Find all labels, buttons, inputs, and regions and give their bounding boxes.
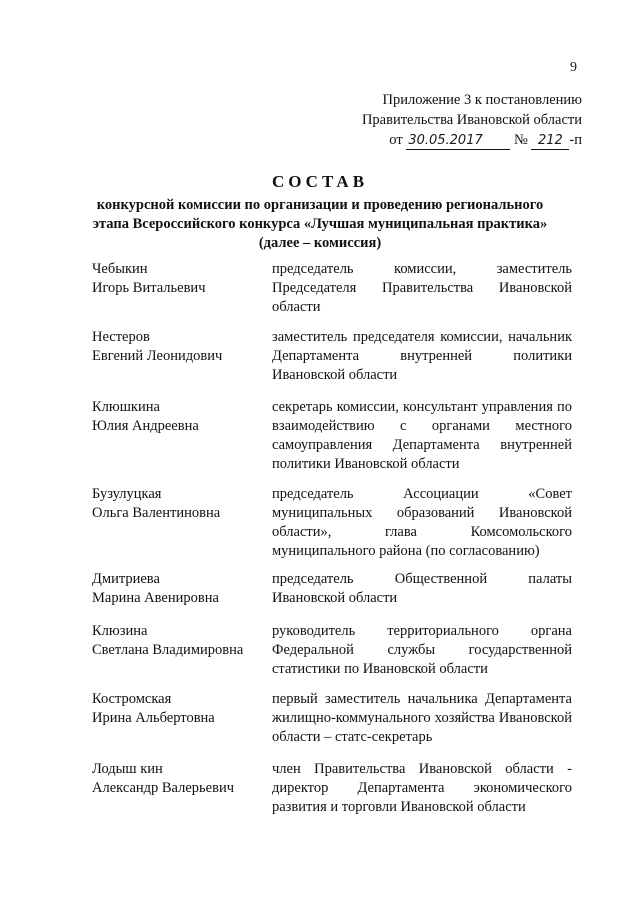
member-surname: Чебыкин — [92, 261, 148, 277]
title-sub-3: (далее – комиссия) — [258, 235, 382, 251]
title-sub-1: конкурсной комиссии по организации и проведению регионального — [96, 197, 544, 213]
member-surname: Клюшкина — [92, 399, 160, 415]
member-surname: Лодыш кин — [92, 761, 163, 777]
title-main: СОСТАВ — [271, 172, 369, 191]
handwritten-date: 30.05.2017 — [406, 133, 510, 150]
member-role: заместитель председателя комиссии, начальник Департамента внутренней политики Ивановской области — [272, 329, 572, 383]
appendix-header — [330, 90, 582, 150]
member-role: председатель Общественной палаты Ивановской области — [272, 571, 572, 606]
member-surname: Костромская — [92, 691, 172, 707]
handwritten-number: 212 — [531, 133, 569, 150]
member-name — [92, 690, 267, 728]
member-given-names: Евгений Леонидович — [92, 348, 223, 364]
appendix-line-2: Правительства Ивановской области — [361, 112, 582, 128]
member-role: первый заместитель начальника Департамента жилищно-коммунального хозяйства Ивановской области – статс-секретарь — [272, 691, 572, 745]
member-surname: Нестеров — [92, 329, 150, 345]
member-role: секретарь комиссии, консультант управления по взаимодействию с органами местного самоуправления Департамента внутренней политики Ивановской области — [272, 399, 572, 472]
member-given-names: Марина Авенировна — [92, 590, 219, 606]
member-given-names: Ирина Альбертовна — [92, 710, 215, 726]
from-label: от — [389, 132, 403, 148]
member-surname: Клюзина — [92, 623, 148, 639]
number-suffix: -п — [569, 132, 582, 148]
member-surname: Дмитриева — [92, 571, 160, 587]
member-name — [92, 622, 267, 660]
member-surname: Бузулуцкая — [92, 486, 162, 502]
document-title — [60, 172, 580, 253]
member-name — [92, 760, 267, 798]
member-name — [92, 398, 267, 436]
member-given-names: Светлана Владимировна — [92, 642, 244, 658]
number-label: № — [513, 132, 528, 148]
member-role: руководитель территориального органа Федеральной службы государственной статистики по Ивановской области — [272, 623, 572, 677]
member-role: член Правительства Ивановской области - директор Департамента экономического развития и торговли Ивановской области — [272, 761, 572, 815]
member-given-names: Ольга Валентиновна — [92, 505, 221, 521]
appendix-line-1: Приложение 3 к постановлению — [382, 92, 582, 108]
member-role: председатель Ассоциации «Совет муниципальных образований Ивановской области», глава Комсомольского муниципального района (по согласованию) — [272, 486, 572, 559]
member-name — [92, 570, 267, 608]
title-sub-2: этапа Всероссийского конкурса «Лучшая муниципальная практика» — [92, 216, 548, 232]
page-number: 9 — [570, 60, 577, 75]
member-given-names: Юлия Андреевна — [92, 418, 199, 434]
member-name — [92, 260, 267, 298]
member-name — [92, 328, 267, 366]
member-name — [92, 485, 267, 523]
appendix-date-line — [330, 130, 582, 150]
member-role: председатель комиссии, заместитель Председателя Правительства Ивановской области — [272, 261, 572, 315]
member-given-names: Игорь Витальевич — [92, 280, 206, 296]
member-given-names: Александр Валерьевич — [92, 780, 234, 796]
